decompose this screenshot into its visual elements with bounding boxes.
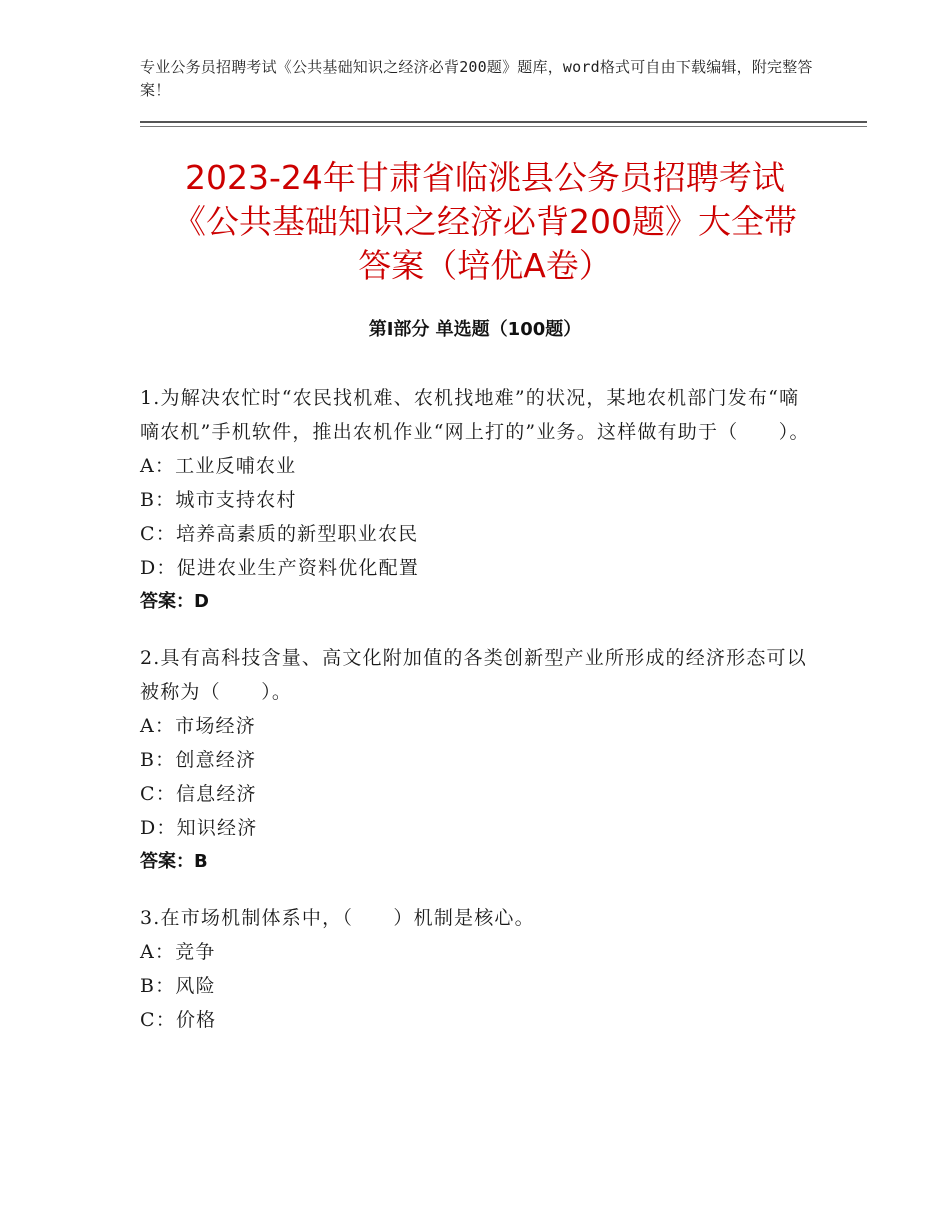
option-a: A：工业反哺农业 <box>140 455 297 477</box>
title-line-3: 答案（培优A卷） <box>358 246 612 285</box>
header-divider-thin <box>140 126 867 127</box>
option-a: A：竞争 <box>140 941 216 963</box>
title-line-2: 《公共基础知识之经济必背200题》大全带 <box>173 202 797 241</box>
title-line-1: 2023-24年甘肃省临洮县公务员招聘考试 <box>185 158 785 197</box>
question-1 <box>140 381 810 619</box>
question-stem: 1.为解决农忙时“农民找机难、农机找地难”的状况，某地农机部门发布“嘀嘀农机”手机软件，推出农机作业“网上打的”业务。这样做有助于（ ）。 <box>140 387 810 443</box>
option-c: C：信息经济 <box>140 783 257 805</box>
option-d: D：促进农业生产资料优化配置 <box>140 557 420 579</box>
header-divider-thick <box>140 121 867 123</box>
section-title: 第Ⅰ部分 单选题（100题） <box>368 319 582 340</box>
option-c: C：培养高素质的新型职业农民 <box>140 523 419 545</box>
option-c: C：价格 <box>140 1009 217 1031</box>
option-d: D：知识经济 <box>140 817 258 839</box>
question-stem: 2.具有高科技含量、高文化附加值的各类创新型产业所形成的经济形态可以被称为（ ）。 <box>140 647 807 703</box>
question-list <box>140 381 810 1059</box>
question-3 <box>140 901 810 1037</box>
answer: 答案：D <box>140 591 209 612</box>
answer: 答案：B <box>140 851 208 872</box>
question-2 <box>140 641 810 879</box>
question-stem: 3.在市场机制体系中，（ ）机制是核心。 <box>140 907 535 929</box>
option-a: A：市场经济 <box>140 715 256 737</box>
page-title <box>120 156 850 288</box>
option-b: B：城市支持农村 <box>140 489 297 511</box>
option-b: B：创意经济 <box>140 749 257 771</box>
header-note: 专业公务员招聘考试《公共基础知识之经济必背200题》题库，word格式可自由下载编辑，附完整答案！ <box>140 58 813 99</box>
option-b: B：风险 <box>140 975 216 997</box>
